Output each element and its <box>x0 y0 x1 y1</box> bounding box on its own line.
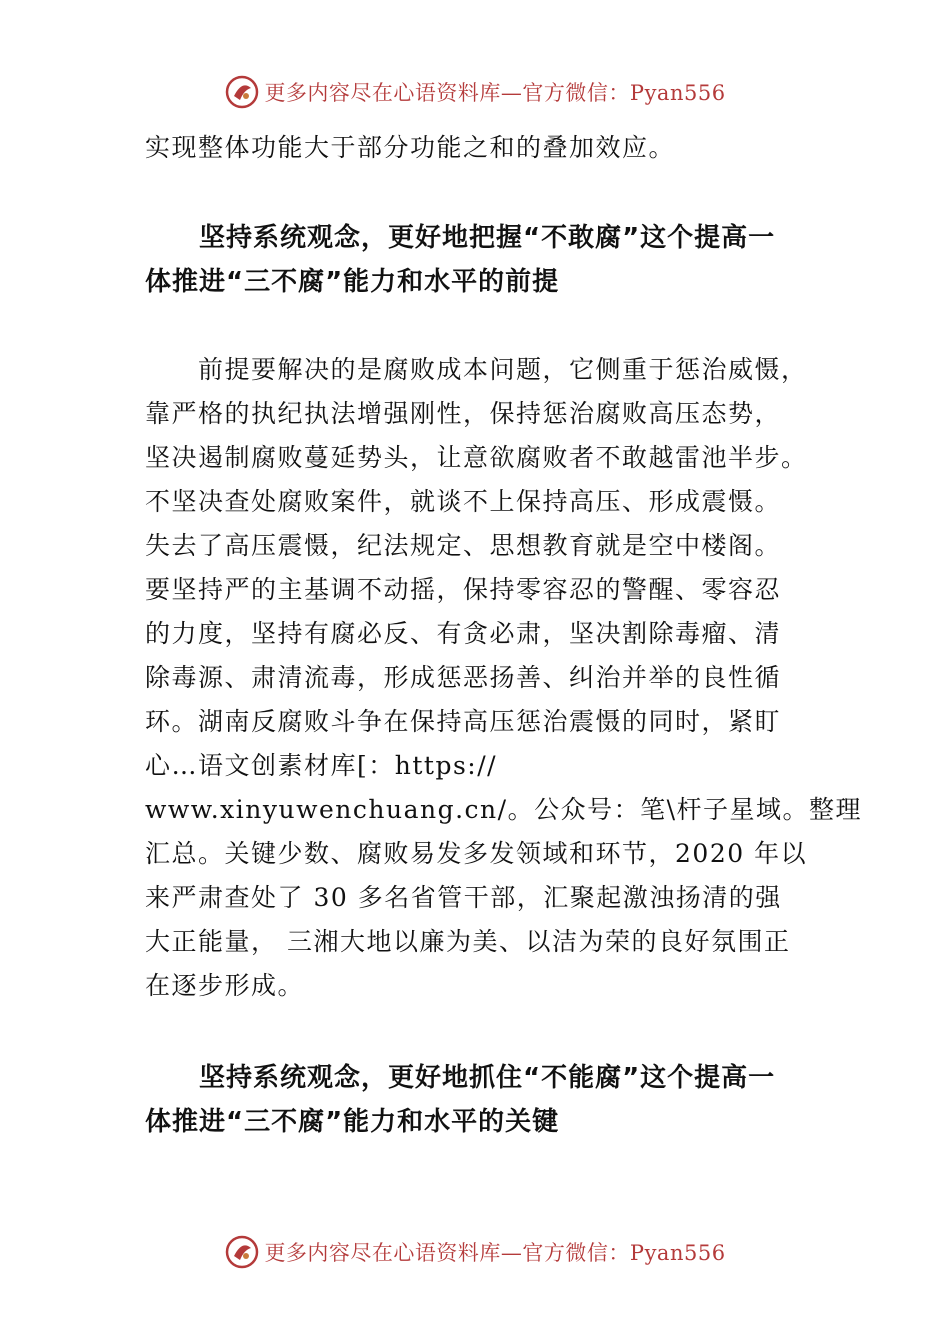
xinyu-logo-icon <box>224 74 260 110</box>
paragraph-line: 前提要解决的是腐败成本问题，它侧重于惩治威慑， <box>145 355 808 384</box>
paragraph-line: 大正能量， 三湘大地以廉为美、以洁为荣的良好氛围正 <box>145 927 791 956</box>
paragraph-1 <box>145 348 863 1008</box>
paragraph-line: 靠严格的执纪执法增强刚性，保持惩治腐败高压态势， <box>145 399 782 428</box>
paragraph-line: 心…语文创素材库[：https:// <box>145 751 498 780</box>
paragraph-line: 汇总。关键少数、腐败易发多发领域和环节，2020 年以 <box>145 839 808 868</box>
paragraph-line: 不坚决查处腐败案件，就谈不上保持高压、形成震慑。 <box>145 487 782 516</box>
xinyu-logo-icon <box>224 1234 260 1270</box>
paragraph-line: 在逐步形成。 <box>145 971 305 1000</box>
heading-line: 坚持系统观念，更好地把握“不敢腐”这个提高一 <box>145 223 776 253</box>
header-banner-text: 更多内容尽在心语资料库—官方微信：Pyan556 <box>264 81 726 105</box>
footer-banner <box>0 1232 950 1272</box>
paragraph-line: 环。湖南反腐败斗争在保持高压惩治震慑的同时，紧盯 <box>145 707 782 736</box>
paragraph-line: 坚决遏制腐败蔓延势头，让意欲腐败者不敢越雷池半步。 <box>145 443 808 472</box>
paragraph-line: 来严肃查处了 30 多名省管干部，汇聚起激浊扬清的强 <box>145 883 782 912</box>
section-heading-1 <box>145 216 815 304</box>
paragraph-line: 失去了高压震慑，纪法规定、思想教育就是空中楼阁。 <box>145 531 782 560</box>
document-body <box>145 126 815 170</box>
section-heading-2 <box>145 1056 815 1144</box>
heading-line: 坚持系统观念，更好地抓住“不能腐”这个提高一 <box>145 1063 776 1093</box>
paragraph-line: 要坚持严的主基调不动摇，保持零容忍的警醒、零容忍 <box>145 575 782 604</box>
footer-banner-text: 更多内容尽在心语资料库—官方微信：Pyan556 <box>264 1241 726 1265</box>
heading-line: 体推进“三不腐”能力和水平的前提 <box>145 267 560 297</box>
paragraph-line: 的力度，坚持有腐必反、有贪必肃，坚决割除毒瘤、清 <box>145 619 782 648</box>
paragraph-line: 除毒源、肃清流毒，形成惩恶扬善、纠治并举的良性循 <box>145 663 782 692</box>
continuation-line: 实现整体功能大于部分功能之和的叠加效应。 <box>145 133 676 162</box>
header-banner <box>0 72 950 112</box>
heading-line: 体推进“三不腐”能力和水平的关键 <box>145 1107 560 1137</box>
paragraph-line: www.xinyuwenchuang.cn/。公众号：笔\杆子星域。整理 <box>145 795 863 824</box>
